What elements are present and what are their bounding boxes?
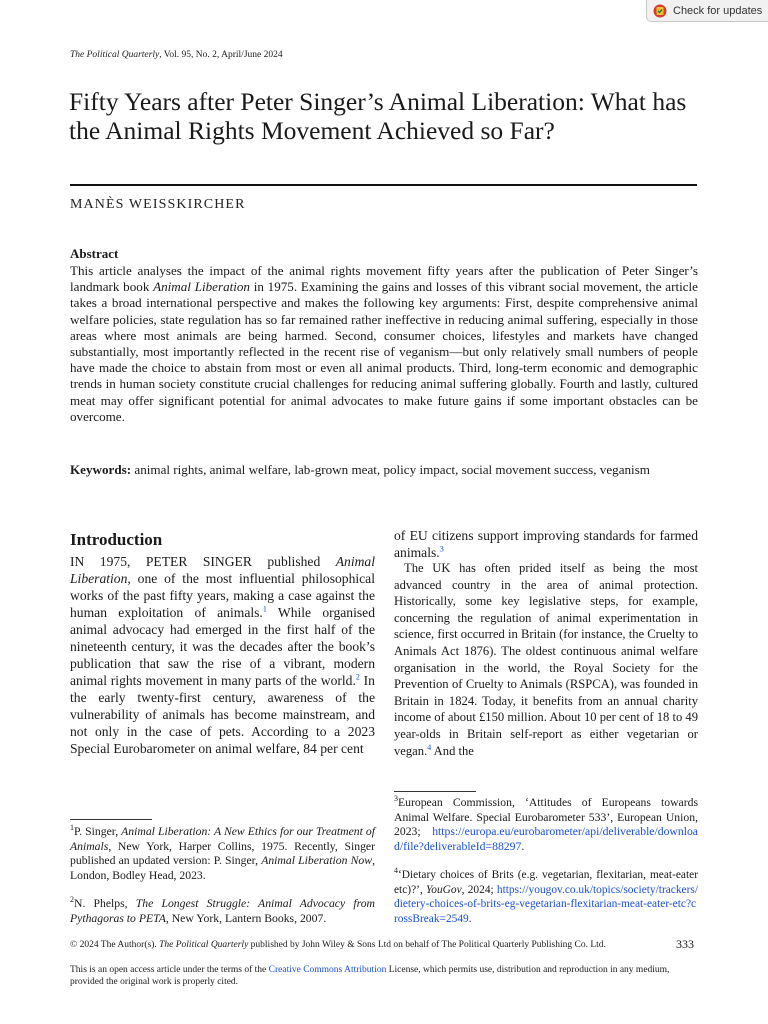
footnote-4-c: , 2024;	[461, 883, 497, 896]
keywords-label: Keywords:	[70, 462, 132, 477]
footnote-2	[70, 897, 375, 926]
journal-citation	[70, 50, 283, 60]
keywords-list: animal rights, animal welfare, lab-grown meat, policy impact, social movement success, veganism	[131, 462, 650, 477]
abstract-text	[70, 263, 698, 425]
footnote-1-number: 1	[70, 823, 74, 833]
journal-name: The Political Quarterly	[70, 50, 160, 60]
footnote-4-a: ‘Dietary choices of Brits (e.g. vegetarian, flexitarian, meat-eater etc)?’,	[394, 869, 698, 896]
keywords	[70, 462, 698, 478]
page-number: 333	[676, 937, 694, 951]
footnote-3-a: European Commission, ‘Attitudes of Europeans towards Animal Welfare. Special Eurobarometer 533’, European Union, 2023;	[394, 796, 698, 839]
title-rule	[70, 184, 697, 186]
footnote-3	[394, 796, 698, 855]
footnote-2-c: , New York, Lantern Books, 2007.	[165, 911, 327, 925]
introduction-heading: Introduction	[70, 530, 163, 549]
crossmark-icon	[653, 4, 667, 18]
intro-p1-c: While organised animal advocacy had emerged in the first half of the nineteenth century, it was the decades after the book’s publication that saw the rise of a vibrant, modern animal rights movement in many parts of the world.	[70, 605, 375, 688]
intro-p3: The UK has often prided itself as being the most advanced country in the area of animal protection. Historically, some key legislative steps, for example, concerning the regulation of animal experimentation in science, first occurred in Britain (for instance, the Cruelty to Animals Act 1876). The oldest continuous animal welfare organisation in the world, the Royal Society for the Prevention of Cruelty to Animals (RSPCA), was founded in Britain in 1824. Today, it benefits from an annual charity income of about £150 million. About 10 per cent of 18 to 49 year-olds in Britain self-report as either vegetarian or vegan.	[394, 561, 698, 758]
footnote-4-link[interactable]: https://yougov.co.uk/topics/society/trackers/dietery-choices-of-brits-eg-vegetarian-flexitarian-meat-eater-etc?crossBreak=2549	[394, 883, 698, 926]
article-title: Fifty Years after Peter Singer’s Animal Liberation: What has the Animal Rights Movement Achieved so Far?	[69, 87, 687, 145]
abstract-heading: Abstract	[70, 246, 119, 261]
footnote-ref-1[interactable]: 1	[262, 604, 267, 614]
footnote-1	[70, 825, 375, 884]
abstract-text-part2: in 1975. Examining the gains and losses of this vibrant social movement, the article takes a broad international perspective and makes the following key arguments: First, despite comprehensive animal welfare policies, state regulation has so far remained rather ineffective in reducing animal suffering, especially in those areas where most animals are being harmed. Second, consumer choices, lifestyles and markets have changed substantially, most importantly reflected in the recent rise of veganism—but only relatively small numbers of people have made the choice to abstain from most or even all animal products. Third, long-term economic and demographic trends in human society constitute crucial challenges for reducing animal suffering globally. Fourth and lastly, cultured meat may offer significant potential for animal advocates to make future gains if some important obstacles can be overcome.	[70, 279, 698, 424]
footnote-4-source: YouGov	[426, 883, 462, 896]
footnote-4	[394, 868, 698, 927]
copyright-line	[70, 939, 670, 951]
open-access-notice	[70, 964, 698, 989]
footnote-1-book: Animal Liberation: A New Ethics for our Treatment of Animals	[70, 825, 376, 853]
copyright-b: published by John Wiley & Sons Ltd on behalf of The Political Quarterly Publishing Co. Ltd.	[248, 940, 606, 950]
copyright-journal: The Political Quarterly	[159, 940, 249, 950]
footnote-rule-right	[394, 791, 476, 792]
author-name: MANÈS WEISSKIRCHER	[70, 197, 246, 212]
footnote-1-book2: Animal Liberation Now	[261, 854, 373, 868]
footnote-1-a: P. Singer,	[74, 825, 122, 838]
intro-p1-b: , one of the most influential philosophical works of the past fifty years, making a case against the human exploitation of animals.	[70, 571, 375, 620]
footnote-ref-2[interactable]: 2	[355, 672, 360, 682]
intro-paragraph-3	[394, 560, 698, 759]
intro-paragraph-1	[70, 553, 375, 757]
intro-paragraph-2	[394, 527, 698, 561]
footnote-1-c: , New York, Harper Collins, 1975. Recently, Singer published an updated version: P. Singer,	[70, 839, 375, 868]
copyright-a: © 2024 The Author(s).	[70, 940, 160, 950]
footnote-3-link[interactable]: https://europa.eu/eurobarometer/api/deliverable/download/file?deliverableId=88297	[394, 825, 698, 854]
footnote-2-number: 2	[70, 895, 74, 905]
intro-book-title: Animal Liberation	[70, 554, 375, 586]
footnote-rule-left	[70, 819, 152, 820]
check-for-updates-button[interactable]	[646, 0, 768, 22]
oa-b: License, which permits use, distribution and reproduction in any medium, provided the original work is properly cited.	[70, 965, 670, 988]
intro-p1-d: In the early twenty-first century, awareness of the vulnerability of animals has become mainstream, and not only in the case of pets. According to a 2023 Special Eurobarometer on animal welfare, 84 per cent	[70, 673, 375, 756]
creative-commons-link[interactable]: Creative Commons Attribution	[268, 965, 387, 975]
footnote-3-end: .	[521, 840, 525, 854]
footnote-2-a: N. Phelps,	[74, 897, 136, 910]
journal-issue: , Vol. 95, No. 2, April/June 2024	[159, 50, 283, 60]
check-for-updates-label: Check for updates	[673, 4, 763, 17]
footnote-2-book: The Longest Struggle: Animal Advocacy from Pythagoras to PETA	[70, 897, 375, 925]
intro-p3-end: And the	[431, 743, 474, 758]
footnote-1-e: , London, Bodley Head, 2023.	[70, 854, 375, 883]
footnote-3-number: 3	[394, 794, 398, 804]
abstract-book-title: Animal Liberation	[153, 279, 250, 295]
footnote-ref-4[interactable]: 4	[427, 742, 432, 752]
intro-p2: of EU citizens support improving standards for farmed animals.	[394, 528, 698, 560]
intro-p1-a: IN 1975, PETER SINGER published	[70, 554, 336, 569]
footnote-4-end: .	[468, 913, 472, 926]
oa-a: This is an open access article under the terms of the	[70, 965, 269, 975]
footnote-ref-3[interactable]: 3	[439, 544, 444, 554]
footnote-4-number: 4	[394, 866, 398, 876]
abstract-text-part1: This article analyses the impact of the animal rights movement fifty years after the publication of Peter Singer’s landmark book	[70, 263, 698, 295]
